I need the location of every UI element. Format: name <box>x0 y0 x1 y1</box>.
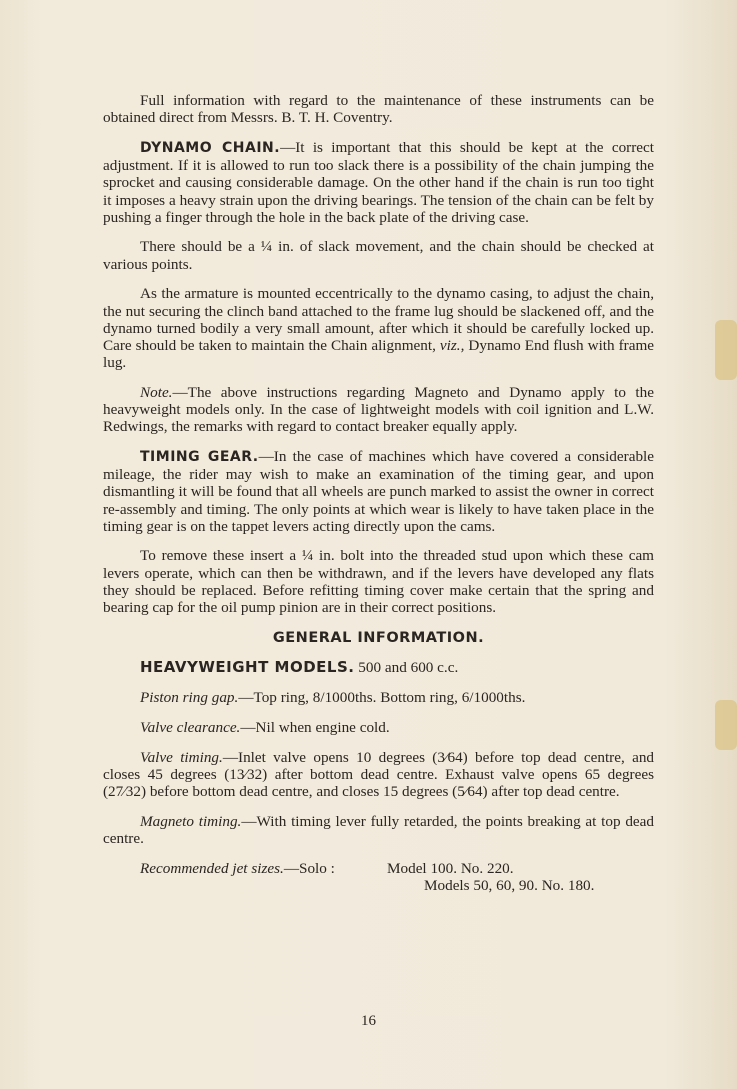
timing-paragraph: TIMING GEAR.—In the case of machines which have covered a considerable mileage, the rider may wish to make an examination of the timing gear, and upon dismantling it will be found that all wheels are punch marked to assist the owner in correct re-assembly and timing. The only points at which wear is likely to have taken place in the timing gear is on the tappet levers acting directly upon the cams. <box>103 447 654 535</box>
page-number: 16 <box>361 1013 376 1029</box>
valve-timing: Valve timing.—Inlet valve opens 10 degrees (3⁄64) before top dead centre, and closes 45 degrees (13⁄32) after bottom dead centre. Exhaust valve opens 65 degrees (27⁄32) before bottom dead centre, and closes 15 degrees (5⁄64) after top dead centre. <box>103 748 655 800</box>
valve-clearance: Valve clearance.—Nil when engine cold. <box>140 718 390 736</box>
dynamo-paragraph: DYNAMO CHAIN.—It is important that this should be kept at the correct adjustment. If it is allowed to run too slack there is a possibility of the chain jumping the sprocket and causing considerable damage. On the other hand if the chain is run too tight it imposes a heavy strain upon the driving bearings. The tension of the chain can be felt by pushing a finger through the hole in the back plate of the driving case. <box>103 138 654 226</box>
general-title: GENERAL INFORMATION. <box>272 629 485 646</box>
intro-paragraph: Full information with regard to the maintenance of these instruments can be obtained direct from Messrs. B. T. H. Coventry. <box>103 92 654 127</box>
armature-paragraph: As the armature is mounted eccentrically to the dynamo casing, to adjust the chain, the nut securing the clinch band attached to the frame lug should be slackened off, and the dynamo turned bodily a very small amount, after which it should be carefully locked up. Care should be taken to maintain the Chain alignment, viz., Dynamo End flush with frame lug. <box>103 285 655 372</box>
magneto-timing: Magneto timing.—With timing lever fully retarded, the points breaking at top dead centre. <box>103 812 654 847</box>
heavyweight-heading: HEAVYWEIGHT MODELS. 500 and 600 c.c. <box>140 658 459 677</box>
page-stain <box>715 320 737 380</box>
cam-paragraph: To remove these insert a ¼ in. bolt into the threaded stud upon which these cam levers operate, which can then be withdrawn, and if the levers have developed any flats they should be replaced. Before refitting timing cover make certain that the spring and bearing cap for the oil pump pinion are in their correct positions. <box>103 547 654 617</box>
dynamo-heading: DYNAMO CHAIN. <box>140 139 281 156</box>
note-paragraph: Note.—The above instructions regarding Magneto and Dynamo apply to the heavyweight models only. In the case of lightweight models with coil ignition and L.W. Redwings, the remarks with regard to contact breaker equally apply. <box>103 383 654 436</box>
slack-paragraph: There should be a ¼ in. of slack movement, and the chain should be checked at various points. <box>103 238 654 273</box>
body-text <box>103 92 654 894</box>
page-stain <box>715 700 737 750</box>
jet-sizes: Recommended jet sizes.—Solo : Model 100. No. 220. Models 50, 60, 90. No. 180. <box>140 859 595 894</box>
timing-heading: TIMING GEAR. <box>140 448 259 465</box>
piston-gap: Piston ring gap.—Top ring, 8/1000ths. Bottom ring, 6/1000ths. <box>140 689 526 707</box>
note-label: Note. <box>140 383 173 401</box>
